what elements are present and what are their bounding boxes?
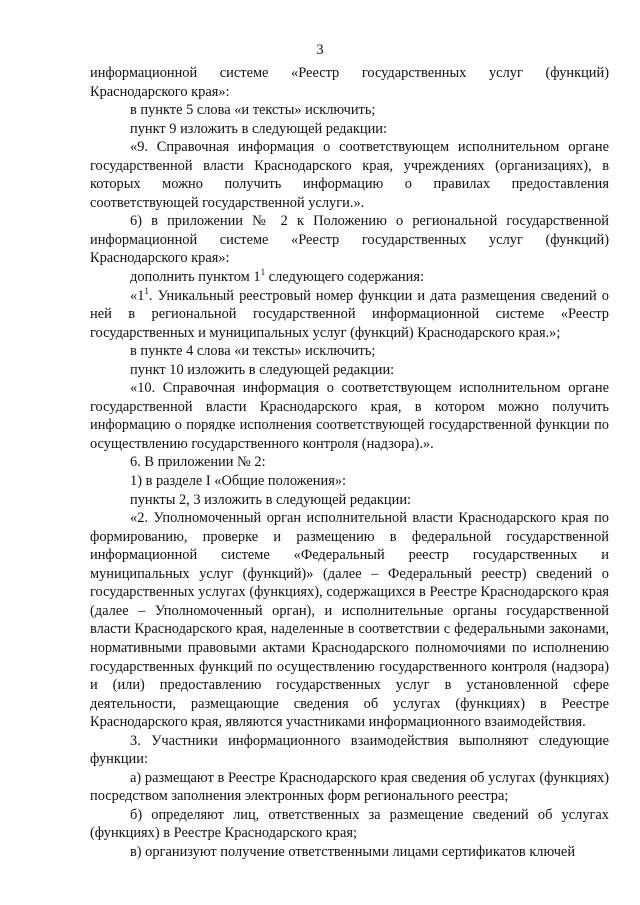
paragraph: б) определяют лиц, ответственных за размещение сведений об услугах (функциях) в Реестре Краснодарского края; [90,806,609,842]
paragraph [90,287,609,343]
paragraph: в пункте 5 слова «и тексты» исключить; [130,102,376,119]
paragraph: в пункте 4 слова «и тексты» исключить; [130,343,376,360]
paragraph-text: дополнить пунктом 1 [130,269,261,286]
paragraph: 1) в разделе I «Общие положения»: [130,473,347,490]
paragraph: «2. Уполномоченный орган исполнительной власти Краснодарского края по формированию, проверке и размещению в федеральной государственной информационной системе «Федеральный реестр государственных и муниципальных услуг (функций)» (далее – Федеральный реестр) сведений о государственных услугах (функциях), содержащихся в Реестре Краснодарского края (далее – Уполномоченный орган), и исполнительные органы государственной власти Краснодарского края, наделенные в соответствии с федеральными законами, нормативными правовыми актами Краснодарского полномочиями по исполнению государственных функций по осуществлению государственного контроля (надзора) и (или) предоставлению государственных услуг в установленной сфере деятельности, размещающие сведения об услугах (функциях) в Реестре Краснодарского края, являются участниками информационного взаимодействия. [90,510,609,731]
paragraph: информационной системе «Реестр государственных услуг (функций) Краснодарского края»: [90,65,609,100]
paragraph: в) организуют получение ответственными лицами сертификатов ключей [130,843,576,860]
document-body [90,64,609,862]
superscript: 1 [260,267,266,278]
paragraph-text: «1 [130,287,145,304]
paragraph-text: следующего содержания: [265,269,424,286]
paragraph: пункт 9 изложить в следующей редакции: [130,120,387,137]
paragraph [90,268,609,287]
paragraph: пункт 10 изложить в следующей редакции: [130,361,395,378]
paragraph: «10. Справочная информация о соответствующем исполнительном органе государственной власти Краснодарского края, в котором можно получить информацию о порядке исполнения соответствующей государственной функции по осуществлению государственного контроля (надзора).». [90,380,609,452]
page-number: 3 [316,42,324,58]
paragraph: 3. Участники информационного взаимодействия выполняют следующие функции: [90,732,609,768]
paragraph: а) размещают в Реестре Краснодарского края сведения об услугах (функциях) посредством заполнения электронных форм регионального реестра; [90,769,609,805]
paragraph: «9. Справочная информация о соответствующем исполнительном органе государственной власти Краснодарского края, учреждениях (организациях), в которых можно получить информацию о правилах предоставления соответствующей государственной услуги.». [90,139,609,211]
paragraph: 6. В приложении № 2: [130,454,266,471]
paragraph: 6) в приложении № 2 к Положению о региональной государственной информационной системе «Реестр государственных услуг (функций) Краснодарского края»: [90,213,609,267]
paragraph-text: . Уникальный реестровый номер функции и дата размещения сведений о ней в региональной государственной информационной системе «Реестр государственных и муниципальных услуг (функций) Краснодарского края.»; [90,287,609,341]
paragraph: пункты 2, 3 изложить в следующей редакции: [130,491,412,508]
superscript: 1 [144,285,149,296]
